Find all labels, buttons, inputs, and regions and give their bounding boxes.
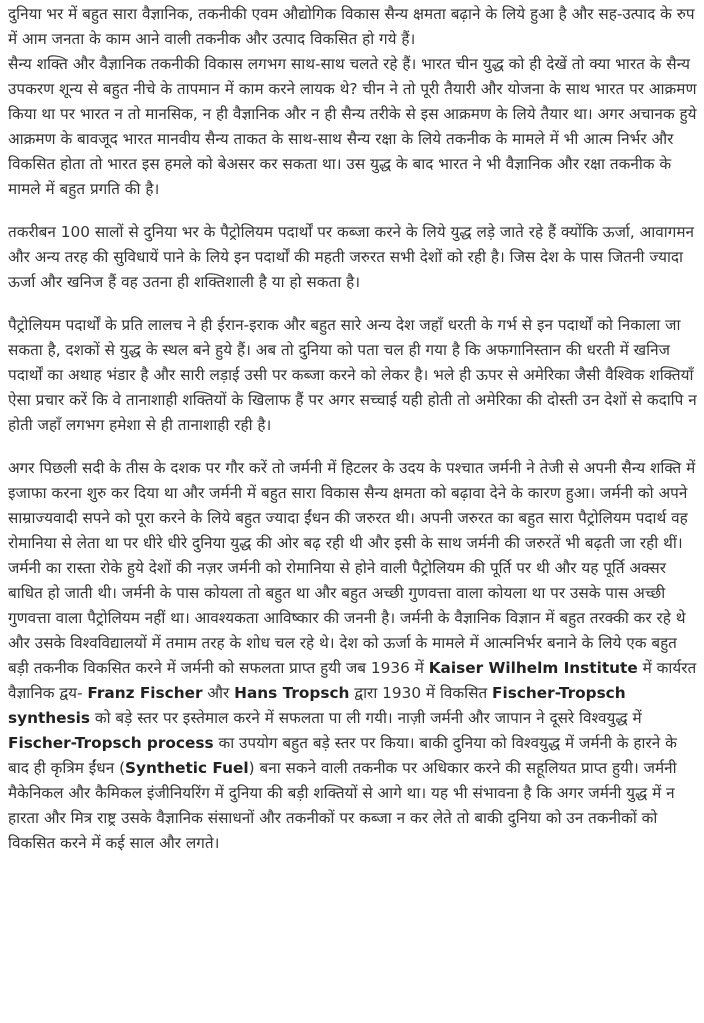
article-body	[8, 2, 698, 874]
term-kaiser-wilhelm-institute: Kaiser Wilhelm Institute	[428, 659, 638, 677]
paragraph-4-text-1: अगर पिछली सदी के तीस के दशक पर गौर करें तो जर्मनी में हिटलर के उदय के पश्चात जर्मनी ने तेजी से अपनी सैन्य शक्ति में इजाफा करना शुरु कर दिया था और जर्मनी में बहुत सारा विकास सैन्य क्षमता को बढ़ावा देने के कारण हुआ। जर्मनी को अपने साम्राज्यवादी सपने को पूरा करने के लिये बहुत ज्यादा ईंधन की जरुरत थी। अपनी जरुरत का बहुत सारा पैट्रोलियम पदार्थ वह रोमानिया से लेता था पर धीरे धीरे दुनिया युद्ध की ओर बढ़ रही थी और इसी के साथ जर्मनी की जरुरतें भी बढ़ती जा रही थीं। जर्मनी का रास्ता रोके हुये देशों की नज़र जर्मनी को रोमानिया से होने वाली पैट्रोलियम की पूर्ति पर थी और यह पूर्ति अक्सर बाधित हो जाती थी। जर्मनी के पास कोयला तो बहुत था और बहुत अच्छी गुणवत्ता वाला कोयला था पर उसके पास अच्छी गुणवत्ता वाला पैट्रोलियम नहीं था। आवश्यकता आविष्कार की जननी है। जर्मनी के वैज्ञानिक विज्ञान में बहुत तरक्की कर रहे थे और उसके विश्वविद्यालयों में तमाम तरह के शोध चल रहे थे। देश को ऊर्जा के मामले में आत्मनिर्भर बनाने के लिये एक बहुत बड़ी तकनीक विकसित करने में जर्मनी को सफलता प्राप्त हुयी जब 1936 में	[8, 459, 696, 677]
paragraph-4-text-7: ) बना सकने वाली तकनीक पर अधिकार करने की सहूलियत प्राप्त हुयी। जर्मनी मैकेनिकल और कैमिकल इंजीनियरिंग में दुनिया की बड़ी शक्तियों से आगे था। यह भी संभावना है कि अगर जर्मनी युद्ध में न हारता और मित्र राष्ट्र उसके वैज्ञानिक संसाधनों और तकनीकों पर कब्जा न कर लेते तो बाकी दुनिया को उन तकनीकों को विकसित करने में कई साल और लगते।	[8, 759, 677, 852]
paragraph-1-sentence-1: दुनिया भर में बहुत सारा वैज्ञानिक, तकनीकी एवम औद्योगिक विकास सैन्य क्षमता बढ़ाने के लिये हुआ है और सह-उत्पाद के रुप में आम जनता के काम आने वाली तकनीक और उत्पाद विकसित हो गये हैं।	[8, 5, 695, 48]
term-franz-fischer: Franz Fischer	[87, 684, 203, 702]
paragraph-4-text-4: द्वारा 1930 में विकसित	[349, 684, 493, 702]
paragraph-4-text-5: को बड़े स्तर पर इस्तेमाल करने में सफलता पा ली गयी। नाज़ी जर्मनी और जापान ने दूसरे विश्वयुद्ध में	[90, 709, 642, 727]
paragraph-2: तकरीबन 100 सालों से दुनिया भर के पैट्रोलियम पदार्थों पर कब्जा करने के लिये युद्ध लड़े जाते रहे हैं क्योंकि ऊर्जा, आवागमन और अन्य तरह की सुविधायें पाने के लिये इन पदार्थों की महती जरुरत सभी देशों को रही है। जिस देश के पास जितनी ज्यादा ऊर्जा और खनिज हैं वह उतना ही शक्तिशाली है या हो सकता है।	[8, 223, 694, 291]
paragraph-4-text-3: और	[202, 684, 235, 702]
paragraph-4-text-6: का उपयोग बहुत बड़े स्तर पर किया। बाकी दुनिया को विश्वयुद्ध में जर्मनी के हारने के बाद ही कृत्रिम ईंधन (	[8, 734, 677, 777]
paragraph-4-text-2: में कार्यरत वैज्ञानिक द्वय-	[8, 659, 697, 702]
paragraph-1	[8, 2, 698, 202]
paragraph-3: पैट्रोलियम पदार्थों के प्रति लालच ने ही ईरान-इराक और बहुत सारे अन्य देश जहाँ धरती के गर्भ से इन पदार्थों को निकाला जा सकता है, दशकों से युद्ध के स्थल बने हुये हैं। अब तो दुनिया को पता चल ही गया है कि अफगानिस्तान की धरती में खनिज पदार्थों का अथाह भंडार है और सारी लड़ाई उसी पर कब्जा करने को लेकर है। भले ही ऊपर से अमेरिका जैसी वैश्विक शक्तियाँ ऐसा प्रचार करें कि वे तानाशाही शक्तियों के खिलाफ हैं पर अगर सच्चाई यही होती तो अमेरिका की दोस्ती उन देशों से कदापि न होती जहाँ लगभग हमेशा से ही तानाशाही रही है।	[8, 316, 697, 434]
term-hans-tropsch: Hans Tropsch	[234, 684, 350, 702]
paragraph-4	[8, 456, 698, 856]
term-fischer-tropsch-process: Fischer-Tropsch process	[8, 734, 214, 752]
term-synthetic-fuel: Synthetic Fuel	[125, 759, 249, 777]
paragraph-1-sentence-2: सैन्य शक्ति और वैज्ञानिक तकनीकी विकास लगभग साथ-साथ चलते रहे हैं। भारत चीन युद्ध को ही देखें तो क्या भारत के सैन्य उपकरण शून्य से बहुत नीचे के तापमान में काम करने लायक थे? चीन ने तो पूरी तैयारी और योजना के साथ भारत पर आक्रमण किया था पर भारत न तो मानसिक, न ही वैज्ञानिक और न ही सैन्य तरीके से इस आक्रमण के लिये तैयार था। अगर अचानक हुये आक्रमण के बावजूद भारत मानवीय सैन्य ताकत के साथ-साथ सैन्य रक्षा के लिये तकनीक के मामले में भी आत्म निर्भर और विकसित होता तो भारत इस हमले को बेअसर कर सकता था। उस युद्ध के बाद भारत ने भी वैज्ञानिक और रक्षा तकनीक के मामले में बहुत प्रगति की है।	[8, 55, 697, 198]
term-fischer-tropsch-synthesis: Fischer-Tropsch synthesis	[8, 684, 626, 727]
